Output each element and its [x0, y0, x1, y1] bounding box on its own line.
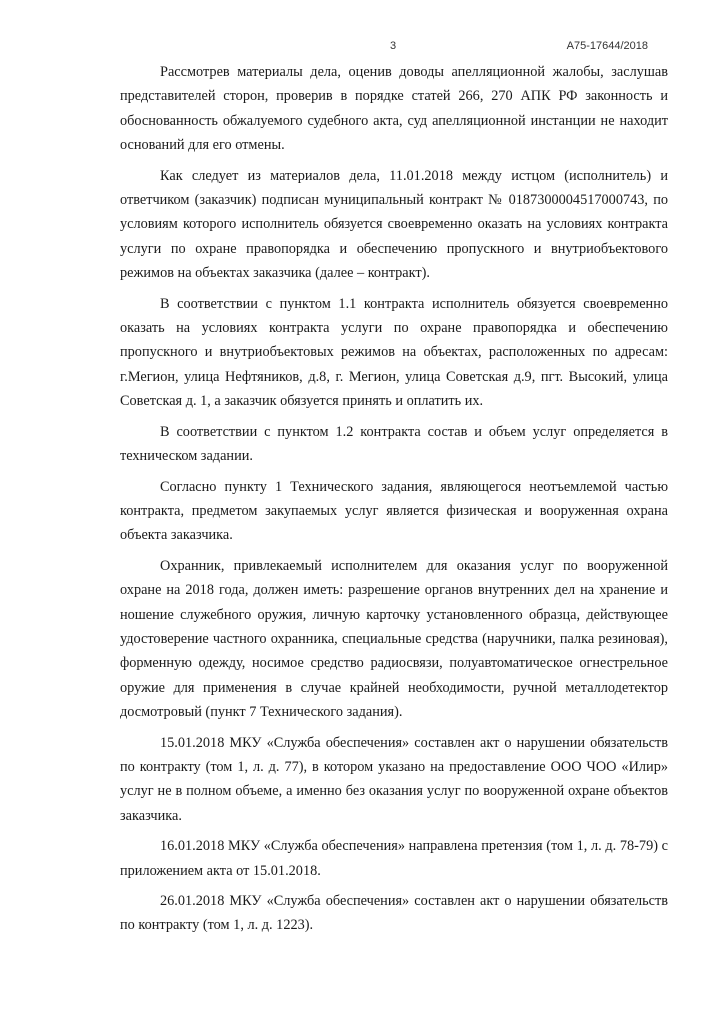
paragraph: Рассмотрев материалы дела, оценив доводы апелляционной жалобы, заслушав представителей сторон, проверив в порядке статей 266, 270 АПК РФ законность и обоснованность обжалуемого судебного акта, суд апелляционной инстанции не находит оснований для его отмены.: [120, 64, 668, 154]
paragraph: Согласно пункту 1 Технического задания, являющегося неотъемлемой частью контракта, предметом закупаемых услуг является физическая и вооруженная охрана объекта заказчика.: [120, 478, 668, 544]
paragraph: Охранник, привлекаемый исполнителем для оказания услуг по вооруженной охране на 2018 года, должен иметь: разрешение органов внутренних дел на хранение и ношение служебного оружия, личную карточку установленного образца, действующее удостоверение частного охранника, специальные средства (наручники, палка резиновая), форменную одежду, носимое средство радиосвязи, полуавтоматическое огнестрельное оружие для применения в случае крайней необходимости, ручной металлодетектор досмотровый (пункт 7 Технического задания).: [120, 557, 668, 721]
paragraph: Как следует из материалов дела, 11.01.2018 между истцом (исполнитель) и ответчиком (заказчик) подписан муниципальный контракт № 0187300004517000743, по условиям которого исполнитель обязуется своевременно оказать на условиях контракта услуги по охране правопорядка и обеспечению пропускного и внутриобъектового режимов на объектах заказчика (далее – контракт).: [120, 167, 668, 282]
paragraph: В соответствии с пунктом 1.1 контракта исполнитель обязуется своевременно оказать на условиях контракта услуги по охране правопорядка и обеспечению пропускного и внутриобъектовых режимов на объектах, расположенных по адресам: г.Мегион, улица Нефтяников, д.8, г. Мегион, улица Советская д.9, пгт. Высокий, улица Советская д. 1, а заказчик обязуется принять и оплатить их.: [120, 295, 668, 410]
paragraph: 16.01.2018 МКУ «Служба обеспечения» направлена претензия (том 1, л. д. 78-79) с приложением акта от 15.01.2018.: [120, 838, 668, 879]
page-header: [0, 36, 720, 56]
case-number: А75-17644/2018: [566, 40, 648, 52]
paragraph: 15.01.2018 МКУ «Служба обеспечения» составлен акт о нарушении обязательств по контракту (том 1, л. д. 77), в котором указано на предоставление ООО ЧОО «Илир» услуг не в полном объеме, а именно без оказания услуг по вооруженной охране объектов заказчика.: [120, 734, 668, 824]
document-body: [120, 60, 668, 944]
paragraph: 26.01.2018 МКУ «Служба обеспечения» составлен акт о нарушении обязательств по контракту (том 1, л. д. 1223).: [120, 893, 668, 934]
page-number: 3: [390, 40, 397, 52]
paragraph: В соответствии с пунктом 1.2 контракта состав и объем услуг определяется в техническом задании.: [120, 423, 668, 465]
